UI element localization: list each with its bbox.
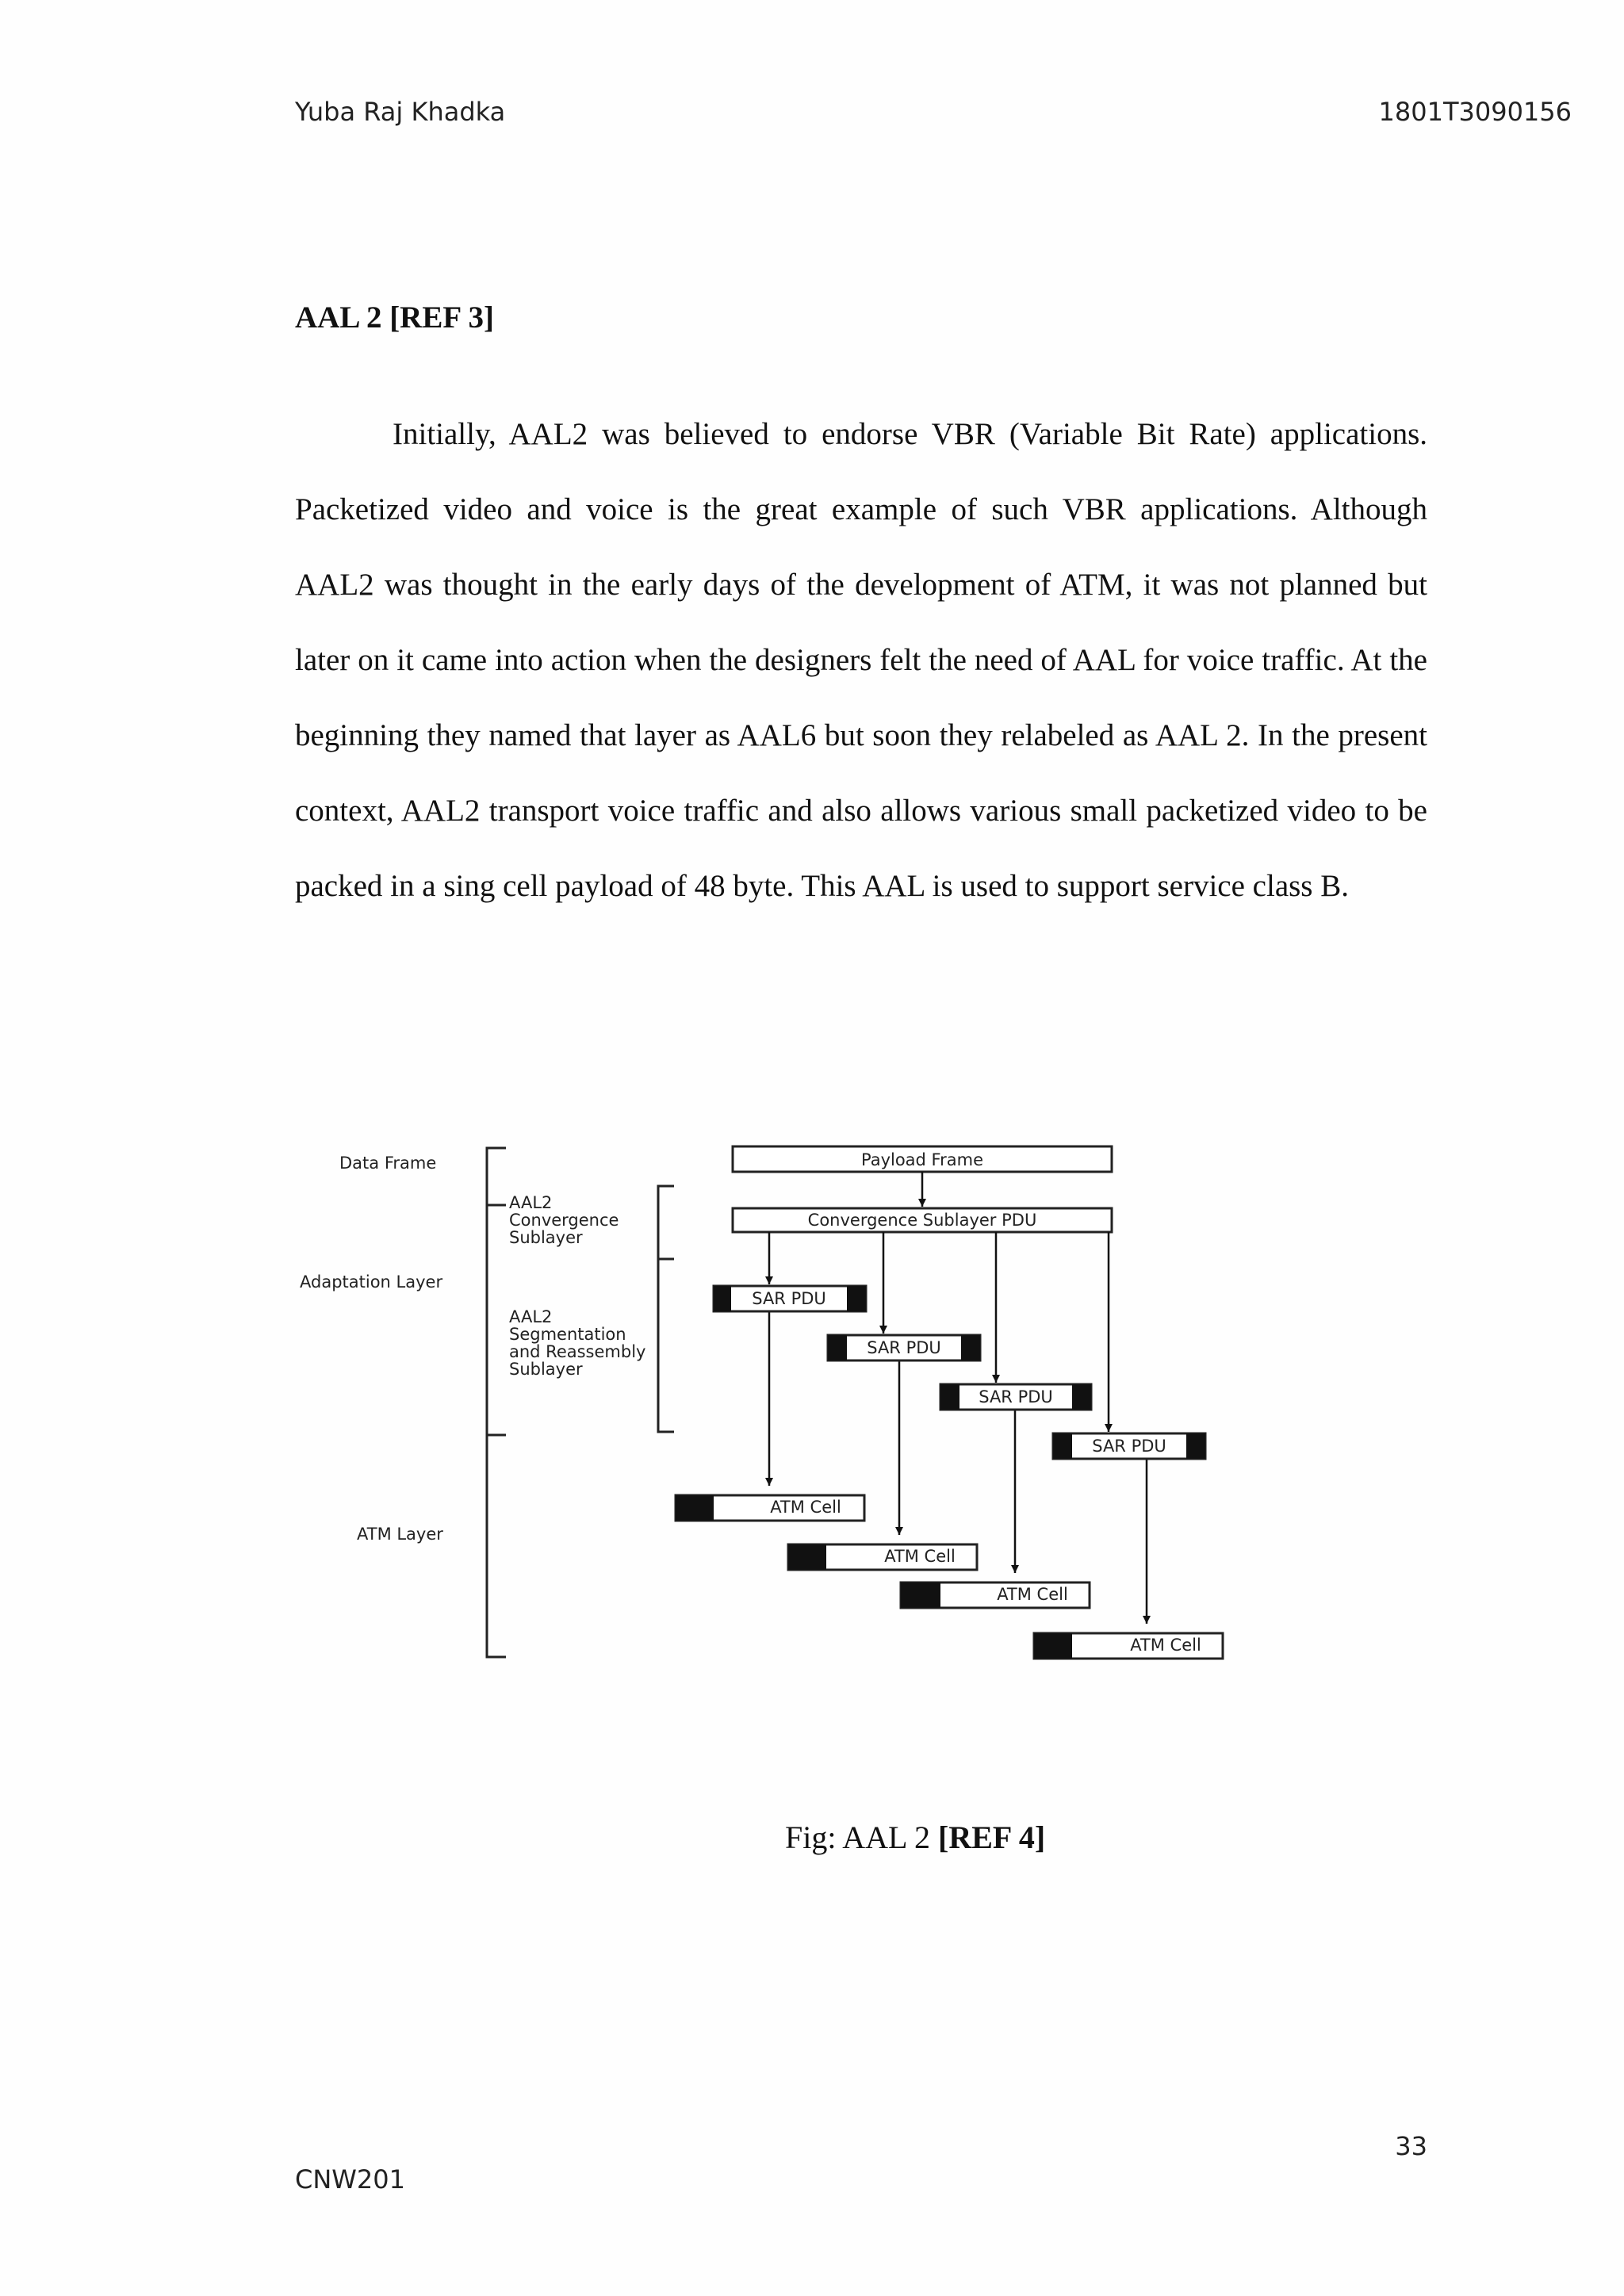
svg-text:Sublayer: Sublayer — [509, 1360, 583, 1379]
atm-cell-4 — [1034, 1633, 1223, 1659]
label-atm-layer: ATM Layer — [357, 1525, 443, 1544]
svg-text:SAR PDU: SAR PDU — [752, 1289, 826, 1308]
paragraph-text: Initially, AAL2 was believed to endorse VBR (Variable Bit Rate) applications. Packetized video and voice is the great example of such VBR applications. Although AAL2 was thought in the early days of the development of ATM, it was not planned but later on it came into action when the designers felt the need of AAL for voice traffic. At the beginning they named that layer as AAL6 but soon they relabeled as AAL 2. In the present context, AAL2 transport voice traffic and also allows various small packetized video to be packed in a sing cell payload of 48 byte. This AAL is used to support service class B. — [295, 417, 1427, 903]
section-heading: AAL 2 [REF 3] — [295, 300, 494, 335]
course-code: CNW201 — [295, 2164, 405, 2195]
header-author: Yuba Raj Khadka — [295, 97, 506, 127]
atm-cell-3 — [901, 1582, 1090, 1608]
atm-cell-1 — [676, 1495, 864, 1521]
sar-pdu-2 — [828, 1335, 980, 1360]
sar-pdu-4 — [1053, 1433, 1205, 1459]
svg-text:and Reassembly: and Reassembly — [509, 1342, 646, 1361]
label-data-frame: Data Frame — [339, 1154, 437, 1173]
payload-frame-label: Payload Frame — [860, 1150, 984, 1169]
body-paragraph — [295, 396, 1427, 924]
label-adaptation-layer: Adaptation Layer — [300, 1272, 443, 1292]
figure-caption — [785, 1819, 1045, 1856]
svg-text:ATM Cell: ATM Cell — [997, 1585, 1068, 1604]
caption-ref: [REF 4] — [938, 1820, 1046, 1855]
svg-text:SAR PDU: SAR PDU — [979, 1387, 1053, 1406]
svg-text:ATM Cell: ATM Cell — [884, 1547, 956, 1566]
atm-cell-2 — [788, 1544, 977, 1570]
svg-text:SAR PDU: SAR PDU — [867, 1338, 941, 1357]
svg-text:Sublayer: Sublayer — [509, 1228, 583, 1247]
svg-text:ATM Cell: ATM Cell — [1130, 1636, 1201, 1655]
header-student-id: 1801T3090156 — [1378, 97, 1572, 127]
svg-text:Convergence: Convergence — [509, 1211, 619, 1230]
svg-text:AAL2: AAL2 — [509, 1307, 553, 1326]
page-number: 33 — [1395, 2131, 1427, 2161]
aal2-figure — [297, 1132, 1245, 1668]
svg-text:ATM Cell: ATM Cell — [770, 1498, 841, 1517]
label-convergence-sublayer — [509, 1193, 619, 1247]
svg-text:AAL2: AAL2 — [509, 1193, 553, 1212]
label-sar-sublayer — [509, 1307, 645, 1379]
svg-text:SAR PDU: SAR PDU — [1092, 1437, 1166, 1456]
convergence-pdu-label: Convergence Sublayer PDU — [807, 1211, 1037, 1230]
sar-pdu-1 — [714, 1286, 866, 1311]
caption-prefix: Fig: AAL 2 — [785, 1820, 938, 1855]
sar-pdu-3 — [940, 1384, 1091, 1410]
svg-text:Segmentation: Segmentation — [509, 1325, 626, 1344]
